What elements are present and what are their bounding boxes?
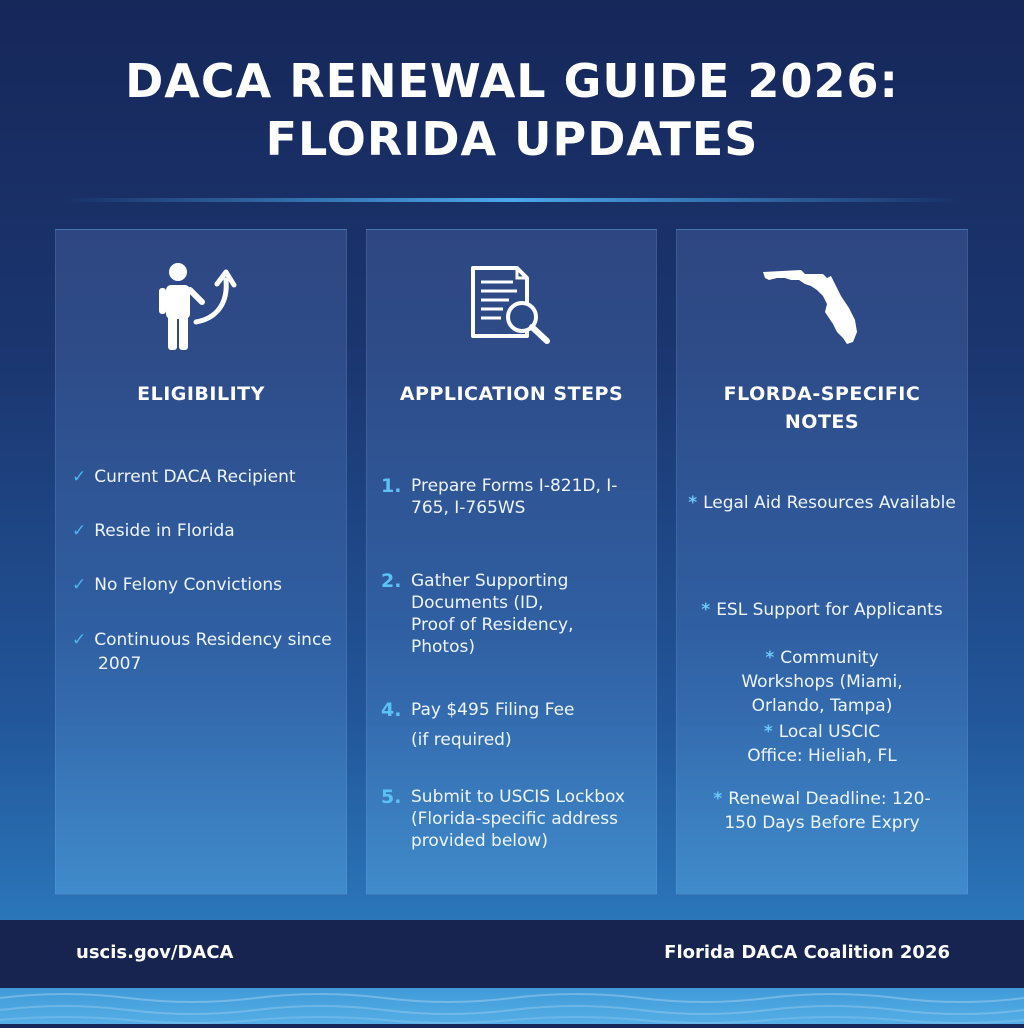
florida-notes-heading: FLORDA-SPECIFIC NOTES xyxy=(723,383,921,433)
application-steps-card xyxy=(366,229,657,895)
title-line-2: FLORIDA UPDATES xyxy=(265,112,759,166)
step-item: 5. Submit to USCIS Lockbox (Florida-specific address provided below) xyxy=(381,786,625,851)
eligibility-item: ✓ No Felony Convictions xyxy=(72,575,283,595)
eligibility-item: ✓ Continuous Residency since 2007 xyxy=(72,630,332,674)
step-item: 1. Prepare Forms I-821D, I-765, I-765WS xyxy=(381,475,618,518)
asterisk-icon: * xyxy=(713,789,723,809)
florida-notes-card xyxy=(676,229,968,895)
application-steps-heading: APPLICATION STEPS xyxy=(399,383,624,405)
title-divider xyxy=(60,198,964,202)
check-icon: ✓ xyxy=(72,521,87,541)
wave-pattern-icon xyxy=(0,988,1024,1024)
step-item-note: (if required) xyxy=(411,730,512,750)
eligibility-card xyxy=(55,229,347,895)
asterisk-icon: * xyxy=(763,722,773,742)
asterisk-icon: * xyxy=(765,648,775,668)
footer-website-link[interactable]: uscis.gov/DACA xyxy=(76,942,234,963)
check-icon: ✓ xyxy=(72,575,87,595)
decorative-wave-band xyxy=(0,988,1024,1024)
title-line-1: DACA RENEWAL GUIDE 2026: xyxy=(125,54,899,108)
eligibility-heading: ELIGIBILITY xyxy=(137,383,265,405)
step-item: 4. Pay $495 Filing Fee xyxy=(381,699,575,721)
eligibility-item: ✓ Current DACA Recipient xyxy=(72,467,296,487)
check-icon: ✓ xyxy=(72,630,87,650)
page-title xyxy=(0,52,1024,168)
footer-credit: Florida DACA Coalition 2026 xyxy=(664,942,950,963)
footer-bar xyxy=(0,920,1024,988)
note-item: * Local USCIC Office: Hieliah, FL xyxy=(747,722,897,766)
note-item: * ESL Support for Applicants xyxy=(701,600,943,620)
asterisk-icon: * xyxy=(701,600,711,620)
note-item: * Legal Aid Resources Available xyxy=(688,493,956,513)
florida-map-icon xyxy=(761,266,863,346)
note-item: * Community Workshops (Miami, Orlando, Tampa) xyxy=(741,648,903,716)
note-item: * Renewal Deadline: 120-150 Days Before Expry xyxy=(713,789,931,833)
step-item: 2. Gather Supporting Documents (ID, Proof of Residency, Photos) xyxy=(381,570,574,657)
asterisk-icon: * xyxy=(688,493,698,513)
check-icon: ✓ xyxy=(72,467,87,487)
person-arrow-icon xyxy=(156,260,246,352)
document-magnifier-icon xyxy=(469,264,555,346)
eligibility-item: ✓ Reside in Florida xyxy=(72,521,235,541)
